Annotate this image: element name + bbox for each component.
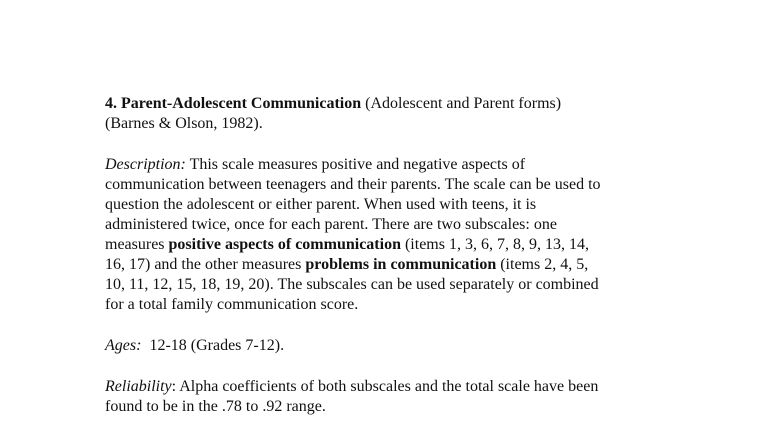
document-page — [105, 94, 685, 438]
ages-label: Ages: — [105, 337, 142, 354]
description-line-6: 16, 17) and the other measures problems in communication (items 2, 4, 5, — [105, 256, 589, 273]
reliability-line-2: found to be in the .78 to .92 range. — [105, 398, 326, 415]
reliability-paragraph — [105, 377, 685, 417]
description-label: Description: — [105, 156, 186, 173]
heading-line — [105, 94, 685, 114]
description-line-5: measures positive aspects of communication (items 1, 3, 6, 7, 8, 9, 13, 14, — [105, 236, 589, 253]
positive-subscale-term: positive aspects of communication — [168, 236, 401, 253]
reliability-label: Reliability — [105, 378, 172, 395]
description-line-2: communication between teenagers and their parents. The scale can be used to — [105, 176, 601, 193]
heading-title: 4. Parent-Adolescent Communication — [105, 95, 362, 112]
description-line-8: for a total family communication score. — [105, 296, 359, 313]
description-line-1: Description: This scale measures positive and negative aspects of — [105, 156, 526, 173]
problems-subscale-term: problems in communication — [305, 256, 497, 273]
section-heading — [105, 94, 685, 134]
reliability-line-1: Reliability: Alpha coefficients of both subscales and the total scale have been — [105, 378, 599, 395]
ages-value: 12-18 (Grades 7-12). — [141, 337, 285, 354]
heading-citation: (Barnes & Olson, 1982). — [105, 115, 263, 132]
description-line-4: administered twice, once for each parent. There are two subscales: one — [105, 216, 557, 233]
ages-paragraph — [105, 336, 685, 356]
description-line-7: 10, 11, 12, 15, 18, 19, 20). The subscales can be used separately or combined — [105, 276, 599, 293]
heading-forms: (Adolescent and Parent forms) — [361, 95, 562, 112]
description-paragraph — [105, 155, 685, 315]
description-line-3: question the adolescent or either parent. When used with teens, it is — [105, 196, 537, 213]
